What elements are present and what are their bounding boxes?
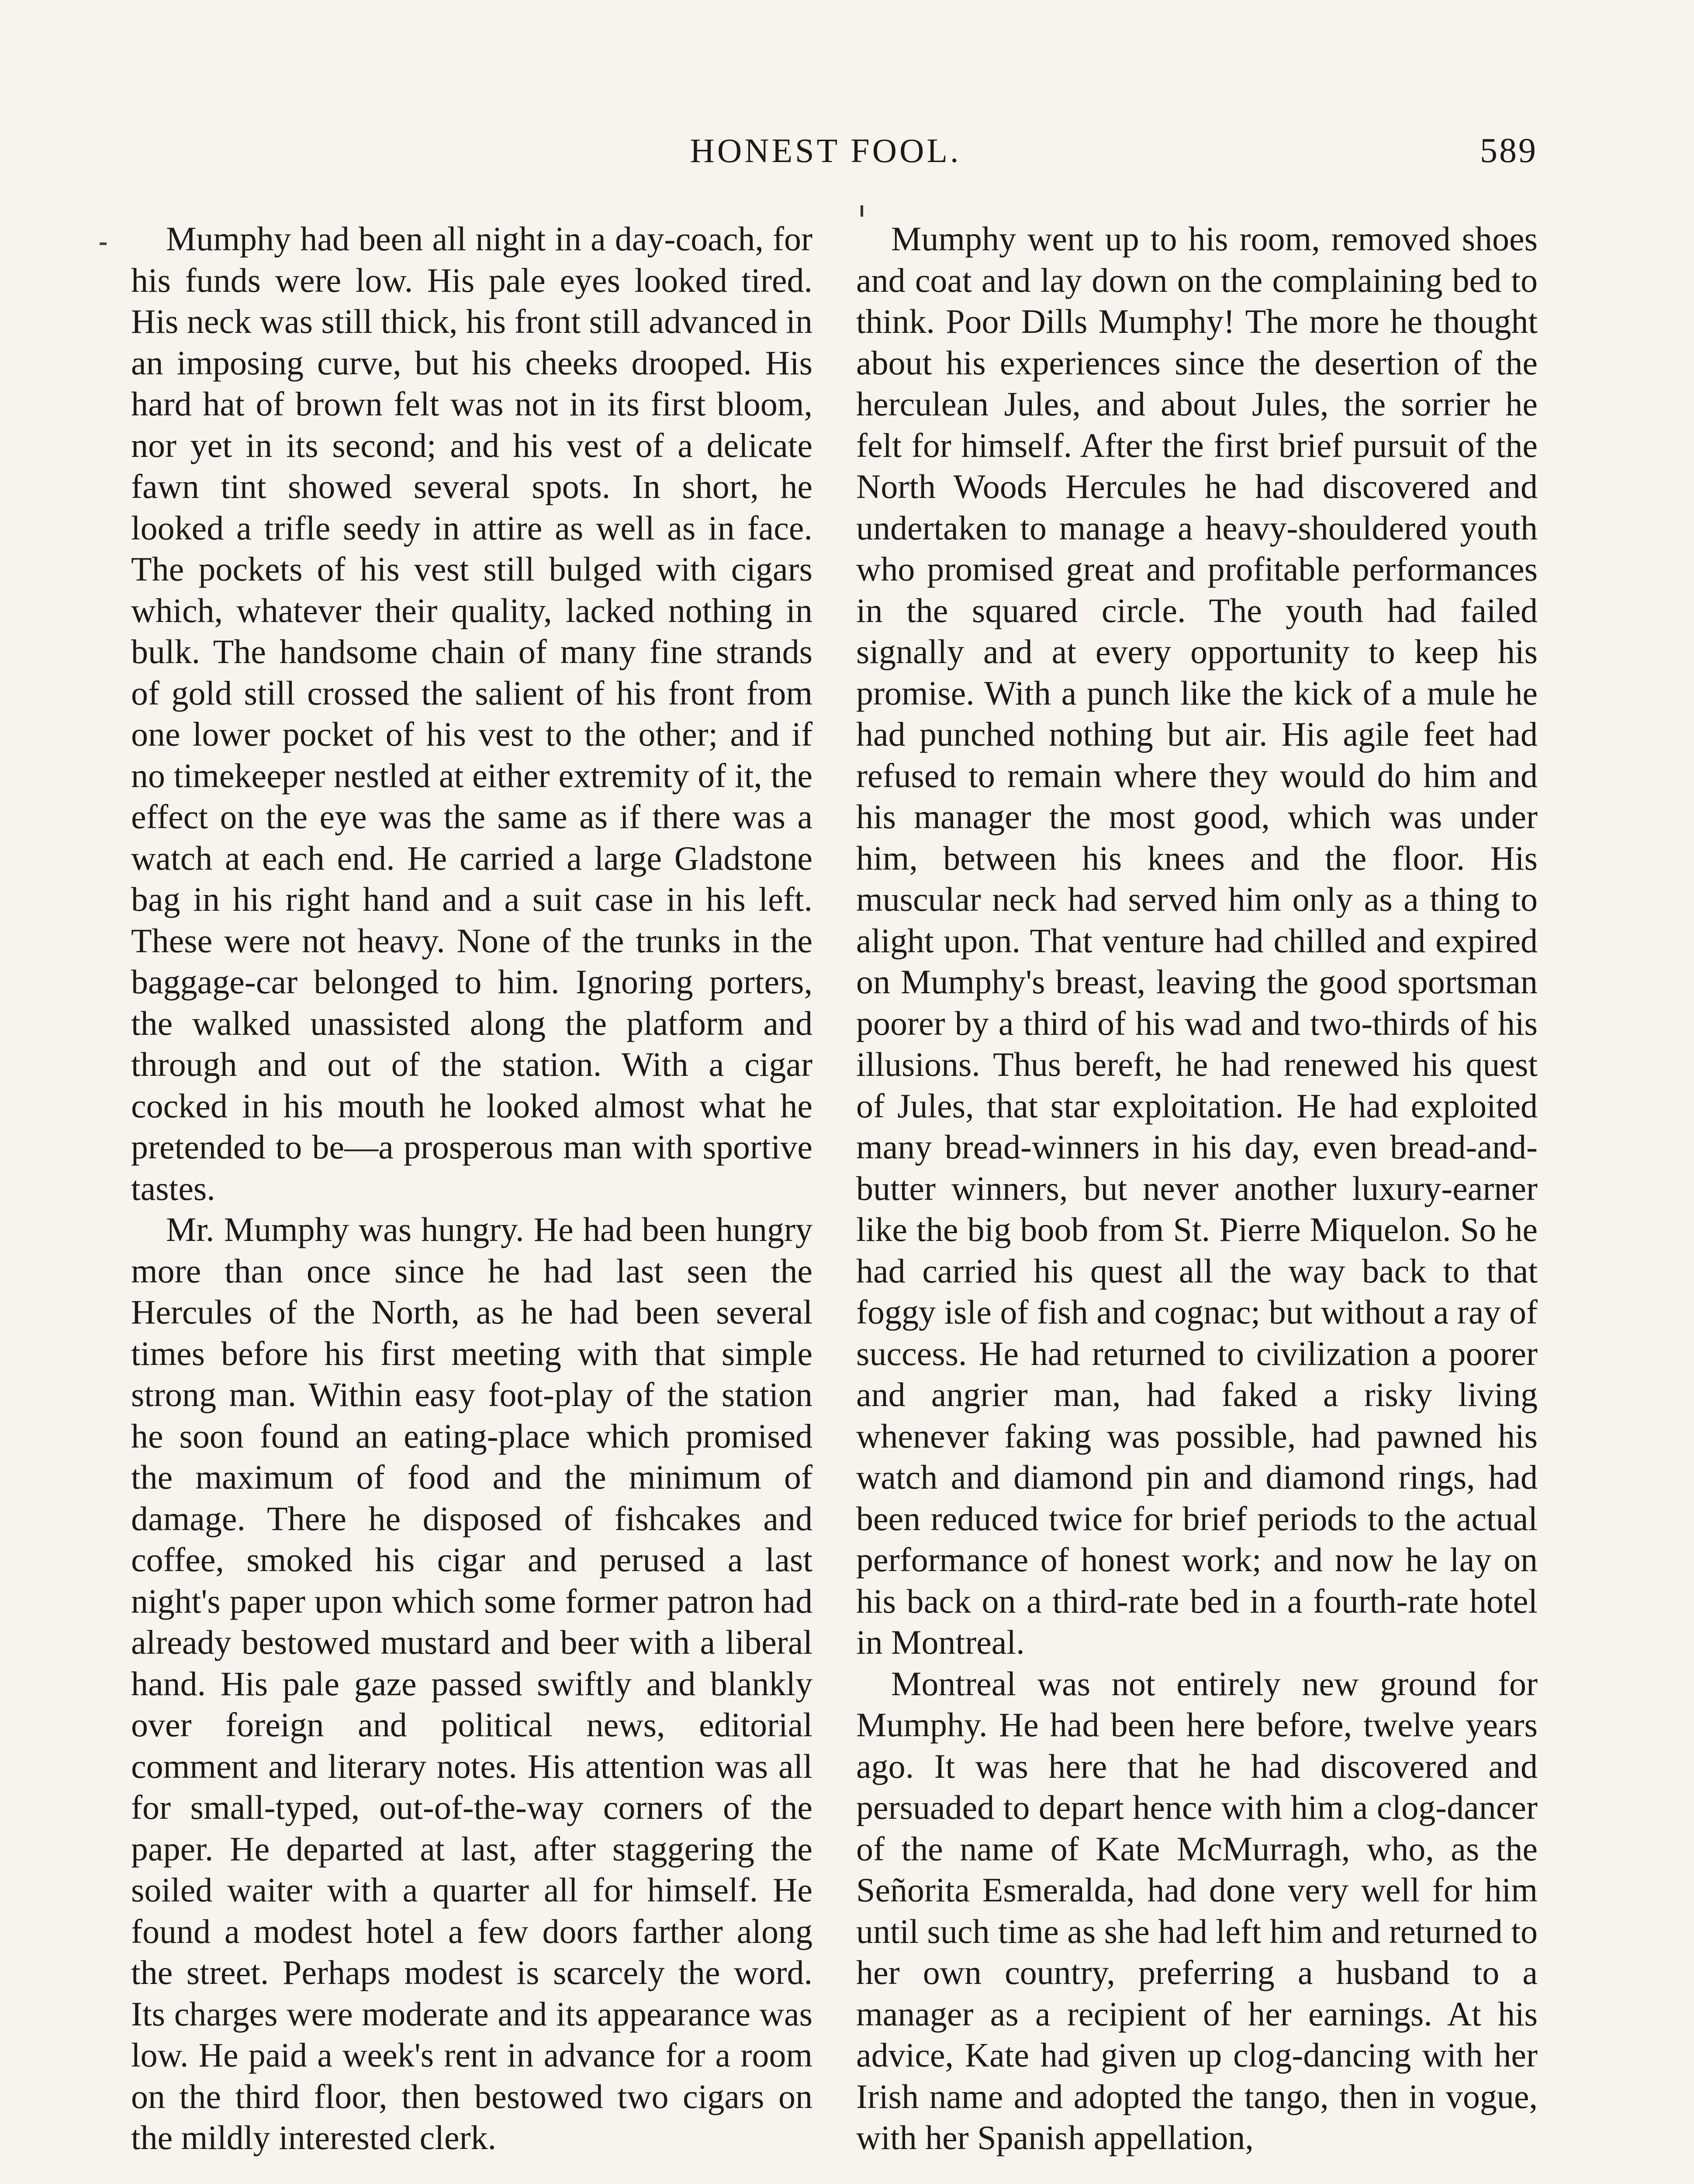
paragraph: Mumphy had been all night in a day-coach, for his funds were low. His pale eyes looked tired. His neck was still thick, his front still advanced in an imposing curve, but his cheeks drooped. His hard hat of brown felt was not in its first bloom, nor yet in its second; and his vest of a delicate fawn tint showed several spots. In short, he looked a trifle seedy in attire as well as in face. The pockets of his vest still bulged with cigars which, whatever their quality, lacked nothing in bulk. The handsome chain of many fine strands of gold still crossed the salient of his front from one lower pocket of his vest to the other; and if no timekeeper nestled at either extremity of it, the effect on the eye was the same as if there was a watch at each end. He carried a large Gladstone bag in his right hand and a suit case in his left. These were not heavy. None of the trunks in the baggage-car belonged to him. Ignoring porters, the walked unassisted along the platform and through and out of the station. With a cigar cocked in his mouth he looked almost what he pretended to be—a prosperous man with sportive tastes. [131, 220, 812, 1207]
page-header [114, 131, 1538, 183]
stray-ink-mark-left [100, 242, 107, 245]
paragraph: Mr. Mumphy was hungry. He had been hungry more than once since he had last seen the Hercules of the North, as he had been several times before his first meeting with that simple strong man. Within easy foot-play of the station he soon found an eating-place which promised the maximum of food and the minimum of damage. There he disposed of fishcakes and coffee, smoked his cigar and perused a last night's paper upon which some former patron had already bestowed mustard and beer with a liberal hand. His pale gaze passed swiftly and blankly over foreign and political news, editorial comment and literary notes. His attention was all for small-typed, out-of-the-way corners of the paper. He departed at last, after staggering the soiled waiter with a quarter all for himself. He found a modest hotel a few doors farther along the street. Perhaps modest is scarcely the word. Its charges were moderate and its appearance was low. He paid a week's rent in advance for a room on the third floor, then bestowed two cigars on the mildly interested clerk. [131, 1210, 812, 2156]
paragraph: Mumphy went up to his room, removed shoes and coat and lay down on the complaining bed to think. Poor Dills Mumphy! The more he thought about his experiences since the desertion of the herculean Jules, and about Jules, the sorrier he felt for himself. After the first brief pursuit of the North Woods Hercules he had discovered and undertaken to manage a heavy-shouldered youth who promised great and profitable performances in the squared circle. The youth had failed signally and at every opportunity to keep his promise. With a punch like the kick of a mule he had punched nothing but air. His agile feet had refused to remain where they would do him and his manager the most good, which was under him, between his knees and the floor. His muscular neck had served him only as a thing to alight upon. That venture had chilled and expired on Mumphy's breast, leaving the good sportsman poorer by a third of his wad and two-thirds of his illusions. Thus bereft, he had renewed his quest of Jules, that star exploitation. He had exploited many bread-winners in his day, even bread-and-butter winners, but never another luxury-earner like the big boob from St. Pierre Miquelon. So he had carried his quest all the way back to that foggy isle of fish and cognac; but without a ray of success. He had returned to civilization a poorer and angrier man, had faked a risky living whenever faking was possible, had pawned his watch and diamond pin and diamond rings, had been reduced twice for brief periods to the actual performance of honest work; and now he lay on his back on a third-rate bed in a fourth-rate hotel in Montreal. [856, 220, 1538, 1661]
right-column [856, 218, 1538, 2159]
stray-ink-mark-right [861, 205, 863, 217]
left-column [131, 218, 812, 2159]
paragraph: Montreal was not entirely new ground for Mumphy. He had been here before, twelve years ago. It was here that he had discovered and persuaded to depart hence with him a clog-dancer of the name of Kate McMurragh, who, as the Señorita Esmeralda, had done very well for him until such time as she had left him and returned to her own country, preferring a husband to a manager as a recipient of her earnings. At his advice, Kate had given up clog-dancing with her Irish name and adopted the tango, then in vogue, with her Spanish appellation, [856, 1664, 1538, 2156]
page-number: 589 [1480, 131, 1538, 170]
running-head: HONEST FOOL. [690, 131, 961, 169]
